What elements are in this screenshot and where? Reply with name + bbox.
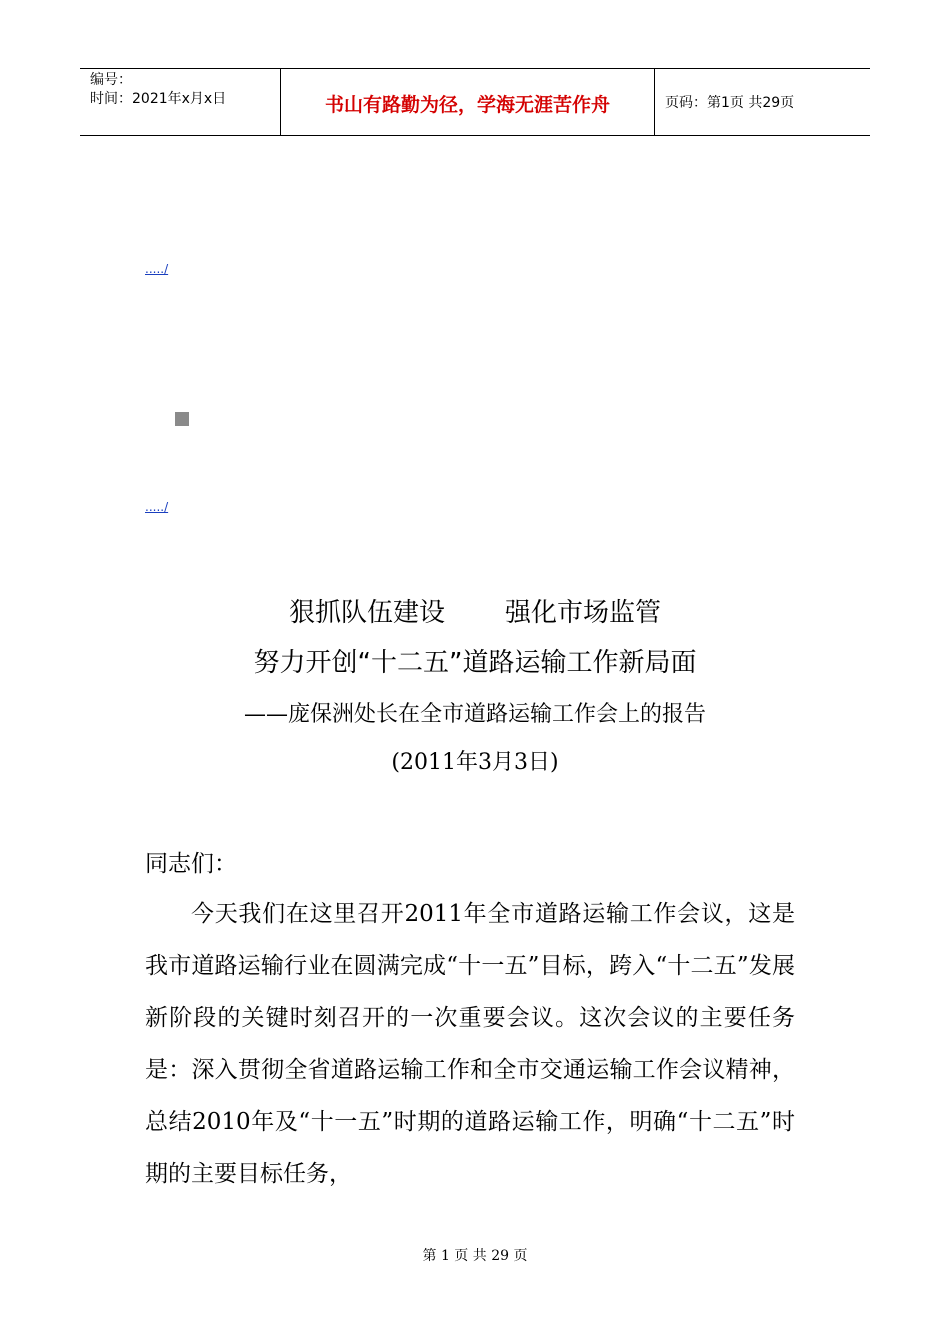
paragraph-1: 今天我们在这里召开2011年全市道路运输工作会议，这是我市道路运输行业在圆满完成“十一五”目标，跨入“十二五”发展新阶段的关键时刻召开的一次重要会议。这次会议的主要任务是：深入贯彻全省道路运输工作和全市交通运输工作会议精神，总结2010年及“十一五”时期的道路运输工作，明确“十二五”时期的主要目标任务，: [145, 901, 795, 1187]
title-part-1: 狠抓队伍建设: [288, 598, 445, 628]
header-motto: 书山有路勤为径，学海无涯苦作舟: [281, 69, 655, 135]
link-2[interactable]: ...../: [145, 500, 169, 514]
title-line-2: 努力开创“十二五”道路运输工作新局面: [253, 648, 697, 678]
subtitle: ——庞保洲处长在全市道路运输工作会上的报告: [243, 702, 706, 727]
title-line-1: [0, 592, 950, 629]
document-time: 时间：2021年x月x日: [90, 91, 227, 107]
square-bullet-icon: [175, 412, 189, 426]
title-part-2: 强化市场监管: [505, 598, 662, 628]
page-header: [80, 68, 870, 136]
document-number: 编号：: [90, 72, 132, 88]
page-footer: 第 1 页 共 29 页: [422, 1248, 528, 1264]
header-page-info: 页码：第1页 共29页: [665, 95, 795, 111]
salutation: 同志们：: [145, 851, 237, 877]
link-1[interactable]: ...../: [145, 262, 169, 276]
body-text: [145, 888, 795, 1200]
report-date: (2011年3月3日): [391, 750, 559, 775]
header-meta: [80, 69, 281, 135]
